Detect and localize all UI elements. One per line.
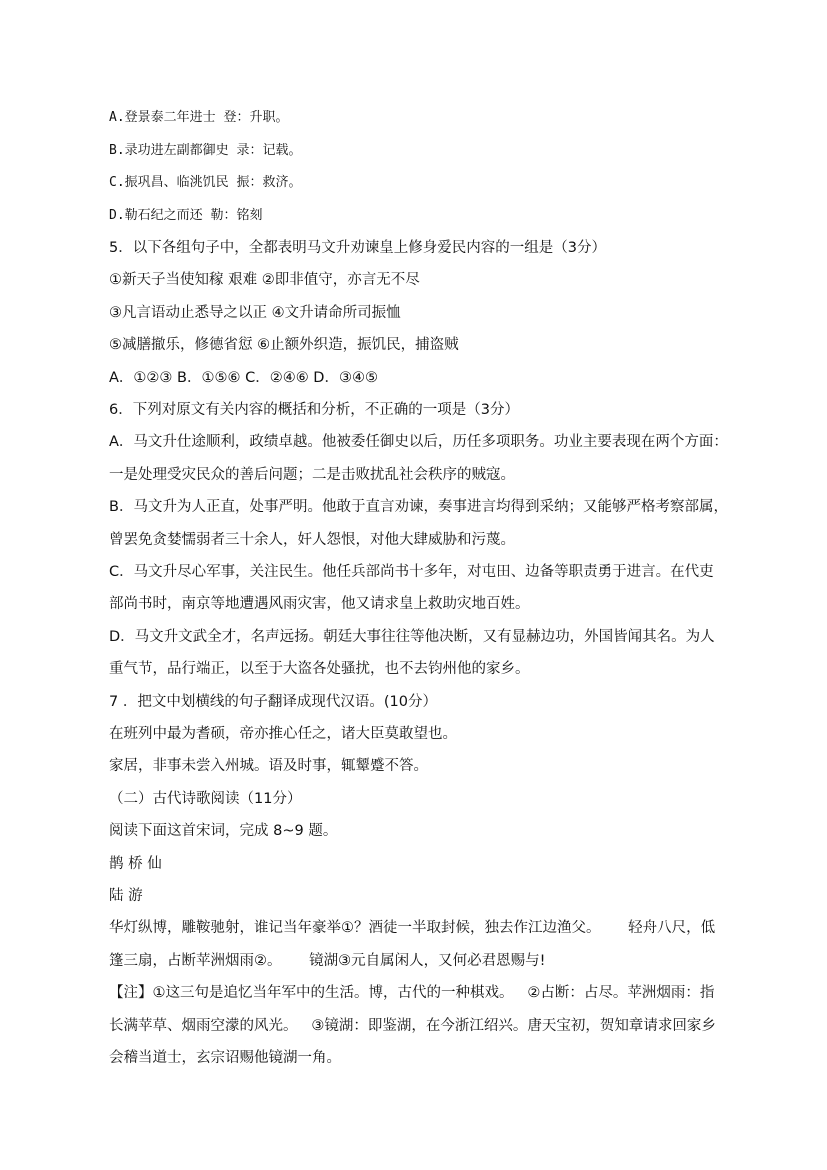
option-d: D.勒石纪之而还 勒：铭刻: [109, 208, 263, 223]
q7-sentence-1: 在班列中最为耆硕，帝亦推心任之，诸大臣莫敢望也。: [109, 726, 457, 742]
q6-option-c-line-2: 部尚书时，南京等地遭遇风雨灾害，他又请求皇上救助灾地百姓。: [109, 596, 530, 612]
q6-option-b-line-2: 曾罢免贪婪懦弱者三十余人，奸人怨恨，对他大肆威胁和污蔑。: [109, 532, 515, 548]
q6-option-c-line-1: C．马文升尽心军事，关注民生。他任兵部尚书十多年，对屯田、边备等职责勇于进言。在代吏: [109, 564, 714, 580]
option-a: A.登景泰二年进士 登：升职。: [109, 110, 289, 125]
q6-option-d-line-2: 重气节，品行端正，以至于大盗各处骚扰，也不去钧州他的家乡。: [109, 661, 530, 677]
option-b: B.录功进左副都御史 录：记载。: [109, 143, 302, 158]
poem-title: 鹊 桥 仙: [109, 856, 162, 872]
q6-option-d-line-1: D．马文升文武全才，名声远扬。朝廷大事往往等他决断，又有显赫边功，外国皆闻其名。为人: [109, 629, 715, 645]
poem-line-1: 华灯纵博，雕鞍驰射，谁记当年豪举①？酒徒一半取封候，独去作江边渔父。 轻舟八尺，低: [109, 920, 716, 936]
question-7: 7 ．把文中划横线的句子翻译成现代汉语。(10分）: [109, 694, 437, 710]
poem-line-2: 篷三扇，占断苹洲烟雨②。 镜湖③元自属闲人，又何必君恩赐与!: [109, 953, 546, 969]
q5-item-5-6: ⑤减膳撤乐，修德省愆 ⑥止额外织造，振饥民，捕盗贼: [109, 337, 459, 353]
note-line-3: 会稽当道士，玄宗诏赐他镜湖一角。: [109, 1050, 341, 1066]
note-line-1: 【注】①这三句是追忆当年军中的生活。博，古代的一种棋戏。 ②占断：占尽。苹洲烟雨：指: [109, 985, 715, 1001]
poem-instruction: 阅读下面这首宋词，完成 8~9 题。: [109, 823, 338, 839]
q6-option-a-line-1: A．马文升仕途顺利，政绩卓越。他被委任御史以后，历任多项职务。功业主要表现在两个方面：: [109, 434, 728, 450]
note-line-2: 长满苹草、烟雨空濛的风光。 ③镜湖：即鉴湖，在今浙江绍兴。唐天宝初，贺知章请求回家乡: [109, 1018, 716, 1034]
q7-sentence-2: 家居，非事未尝入州城。语及时事，辄颦蹙不答。: [109, 758, 428, 774]
q5-choices: A．①②③ B．①⑤⑥ C．②④⑥ D．③④⑤: [109, 370, 378, 386]
question-5: 5．以下各组句子中，全都表明马文升劝谏皇上修身爱民内容的一组是（3分）: [109, 240, 606, 256]
section-heading: （二）古代诗歌阅读（11分）: [109, 791, 302, 807]
question-6: 6．下列对原文有关内容的概括和分析，不正确的一项是（3分）: [109, 402, 519, 418]
q6-option-b-line-1: B．马文升为人正直，处事严明。他敢于直言劝谏，奏事进言均得到采纳；又能够严格考察部属，: [109, 499, 728, 515]
q5-item-1-2: ①新天子当使知稼 艰难 ②即非值守，亦言无不尽: [109, 272, 420, 288]
q5-item-3-4: ③凡言语动止悉导之以正 ④文升请命所司振恤: [109, 305, 401, 321]
q6-option-a-line-2: 一是处理受灾民众的善后问题；二是击败扰乱社会秩序的贼寇。: [109, 467, 515, 483]
poem-author: 陆 游: [109, 888, 143, 904]
option-c: C.振巩昌、临洮饥民 振：救济。: [109, 175, 302, 190]
